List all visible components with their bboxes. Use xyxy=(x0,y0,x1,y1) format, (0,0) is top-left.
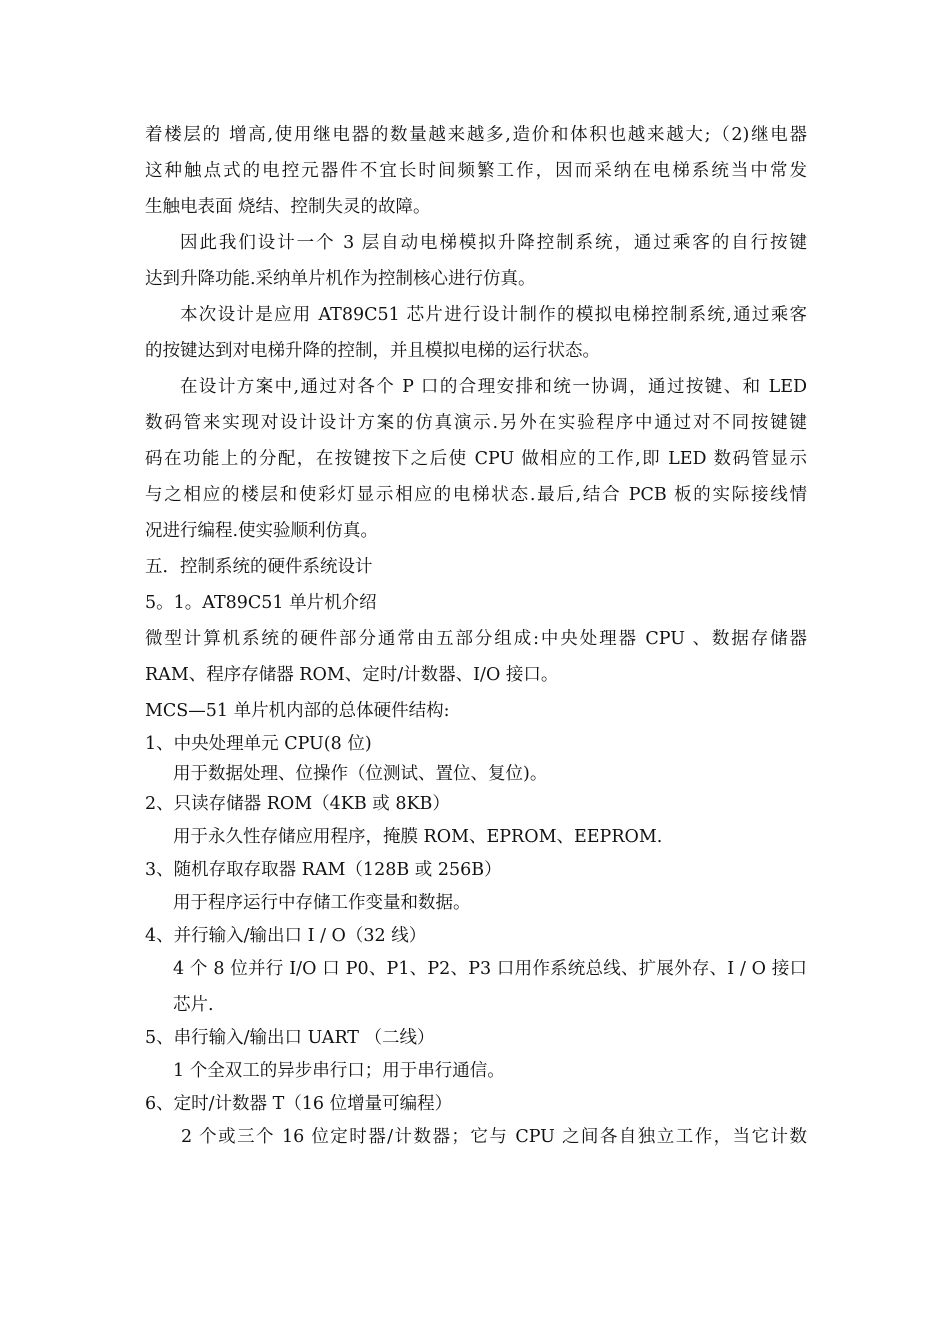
paragraph-first-line: 本次设计是应用 AT89C51 芯片进行设计制作的模拟电梯控制系统,通过乘客 xyxy=(180,305,807,325)
text-line: MCS—51 单片机内部的总体硬件结构: xyxy=(145,701,450,721)
paragraph-first-line: 因此我们设计一个 3 层自动电梯模拟升降控制系统，通过乘客的自行按键 xyxy=(180,233,807,253)
list-item-heading: 6、定时/计数器 T（16 位增量可编程） xyxy=(145,1094,453,1114)
text-line: 数码管来实现对设计设计方案的仿真演示.另外在实验程序中通过对不同按键键 xyxy=(145,413,807,433)
list-item-description: 芯片. xyxy=(173,995,214,1015)
section-heading: 五．控制系统的硬件系统设计 xyxy=(145,557,373,577)
list-item-heading: 1、中央处理单元 CPU(8 位) xyxy=(145,734,372,754)
list-item-heading: 2、只读存储器 ROM（4KB 或 8KB） xyxy=(145,794,450,814)
list-item-description: 用于数据处理、位操作（位测试、置位、复位)。 xyxy=(173,764,548,784)
text-line: RAM、程序存储器 ROM、定时/计数器、I/O 接口。 xyxy=(145,665,559,685)
subsection-heading: 5。1。AT89C51 单片机介绍 xyxy=(145,593,377,613)
paragraph-first-line: 在设计方案中,通过对各个 P 口的合理安排和统一协调，通过按键、和 LED xyxy=(180,377,807,397)
text-line: 码在功能上的分配，在按键按下之后使 CPU 做相应的工作,即 LED 数码管显示 xyxy=(145,449,807,469)
text-line: 的按键达到对电梯升降的控制，并且模拟电梯的运行状态。 xyxy=(145,341,600,361)
document-body xyxy=(145,117,807,1155)
text-line: 着楼层的 增高,使用继电器的数量越来越多,造价和体积也越来越大;（2)继电器 xyxy=(145,125,807,145)
list-item-description: 用于永久性存储应用程序，掩膜 ROM、EPROM、EEPROM. xyxy=(173,827,663,847)
list-item-description: 4 个 8 位并行 I/O 口 P0、P1、P2、P3 口用作系统总线、扩展外存、I / O 接口 xyxy=(173,959,807,979)
text-line: 微型计算机系统的硬件部分通常由五部分组成:中央处理器 CPU 、数据存储器 xyxy=(145,629,807,649)
list-item-description: 用于程序运行中存储工作变量和数据。 xyxy=(173,893,471,913)
text-line: 与之相应的楼层和使彩灯显示相应的电梯状态.最后,结合 PCB 板的实际接线情 xyxy=(145,485,807,505)
list-item-heading: 3、随机存取存取器 RAM（128B 或 256B） xyxy=(145,860,502,880)
text-line: 生触电表面 烧结、控制失灵的故障。 xyxy=(145,197,431,217)
list-item-description: 1 个全双工的异步串行口；用于串行通信。 xyxy=(173,1061,505,1081)
list-item-heading: 4、并行输入/输出口 I / O（32 线） xyxy=(145,926,427,946)
text-line: 况进行编程.使实验顺利仿真。 xyxy=(145,521,379,541)
text-line: 达到升降功能.采纳单片机作为控制核心进行仿真。 xyxy=(145,269,536,289)
list-item-description: 2 个或三个 16 位定时器/计数器；它与 CPU 之间各自独立工作，当它计数 xyxy=(181,1127,807,1147)
list-item-heading: 5、串行输入/输出口 UART （二线） xyxy=(145,1028,435,1048)
text-line: 这种触点式的电控元器件不宜长时间频繁工作，因而采纳在电梯系统当中常发 xyxy=(145,161,807,181)
